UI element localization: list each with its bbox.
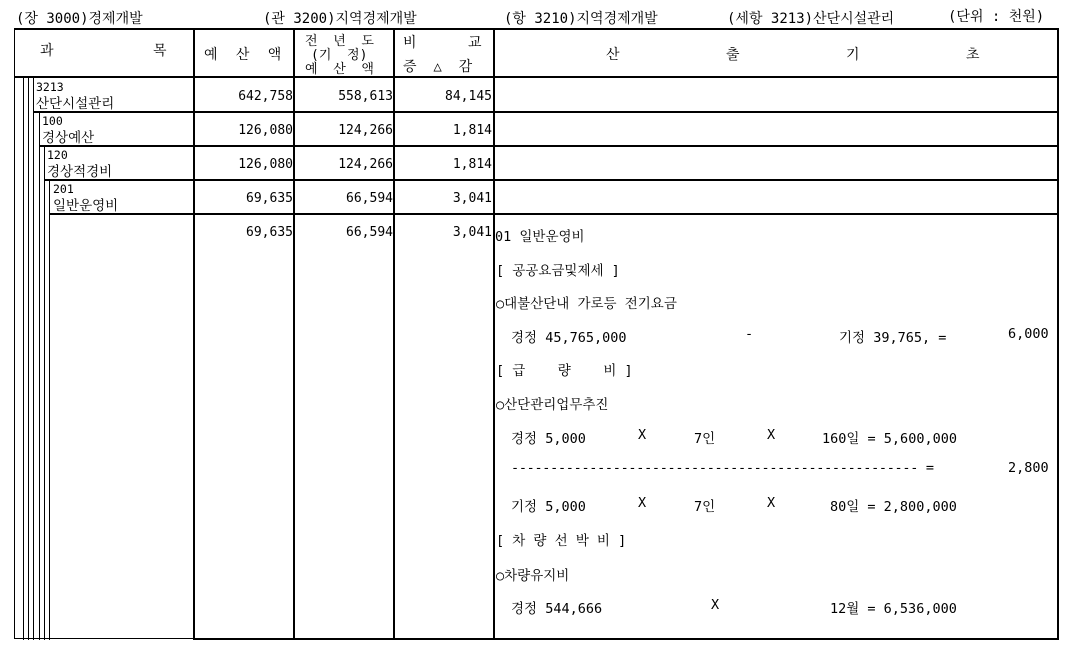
basis-line-4c: 12월 = 6,536,000: [830, 601, 957, 617]
tree-line-2: [28, 78, 29, 640]
row-diff: 1,814: [452, 123, 492, 138]
row-prev: 558,613: [338, 89, 393, 104]
table-header-bottom-border: [14, 76, 1059, 78]
col-header-basis-4: 초: [966, 47, 980, 63]
basis-line-2e: 160일 = 5,600,000: [822, 431, 957, 447]
row-diff: 1,814: [452, 157, 492, 172]
basis-line-2b: X: [638, 427, 647, 443]
basis-section-salary: [ 급 량 비 ]: [496, 363, 633, 379]
basis-line-2d: X: [767, 427, 776, 443]
col-header-subject-b: 목: [153, 43, 167, 59]
col-sep-diff: [393, 28, 395, 640]
basis-line-1a: 경정 45,765,000: [511, 330, 627, 346]
table-top-border: [14, 28, 1059, 30]
col-header-prev-1: 전 년 도: [305, 34, 374, 49]
tree-line-5: [44, 146, 45, 640]
col-header-subject-a: 과: [40, 43, 54, 59]
basis-line-4b: X: [711, 597, 720, 613]
row-sep-1: [33, 111, 1059, 113]
row-name: 산단시설관리: [36, 96, 115, 112]
row-code: 3213: [36, 80, 64, 94]
row-sep-4: [49, 213, 1059, 215]
row-code: 201: [53, 182, 74, 196]
row-budget: 69,635: [246, 191, 293, 206]
basis-sub-vehicle-maintenance: ○차량유지비: [496, 568, 570, 584]
basis-section-utilities: [ 공공요금및제세 ]: [496, 263, 620, 279]
row-budget: 126,080: [238, 123, 293, 138]
col-sep-basis: [493, 28, 495, 640]
tree-line-3: [33, 78, 34, 640]
tree-line-4: [39, 112, 40, 640]
col-header-compare-b: 교: [468, 35, 482, 51]
row-budget: 642,758: [238, 89, 293, 104]
row-prev: 66,594: [346, 191, 393, 206]
col-header-prev-3: 예 산 액: [305, 62, 374, 77]
basis-line-3a: 기정 5,000: [511, 499, 586, 515]
header-jang: (장 3000)경제개발: [16, 11, 143, 27]
basis-line-3c: 7인: [694, 499, 716, 515]
row-diff: 3,041: [452, 225, 492, 240]
col-sep-budget: [193, 28, 195, 640]
basis-dash-value: 2,800: [1008, 460, 1049, 476]
basis-line-1c: 기정 39,765, =: [839, 330, 947, 346]
row-prev: 124,266: [338, 157, 393, 172]
row-budget: 69,635: [246, 225, 293, 240]
col-header-budget: 예 산 액: [204, 47, 282, 63]
tree-line-1: [23, 78, 24, 640]
col-header-compare-a: 비: [403, 35, 417, 51]
basis-sub-management: ○산단관리업무추진: [496, 397, 609, 413]
tree-line-6: [49, 180, 50, 640]
table-right-border: [1057, 28, 1059, 638]
header-sehang: (세항 3213)산단시설관리: [727, 11, 895, 27]
header-unit: (단위 : 천원): [948, 9, 1045, 25]
row-prev: 124,266: [338, 123, 393, 138]
col-header-basis-3: 기: [846, 47, 860, 63]
basis-line-3d: X: [767, 495, 776, 511]
basis-line-1d: 6,000: [1008, 326, 1049, 342]
basis-line-2c: 7인: [694, 431, 716, 447]
row-budget: 126,080: [238, 157, 293, 172]
header-gwan: (관 3200)지역경제개발: [263, 11, 417, 27]
table-bottom-inner: [193, 638, 1059, 640]
row-prev: 66,594: [346, 225, 393, 240]
header-hang: (항 3210)지역경제개발: [504, 11, 658, 27]
row-code: 100: [42, 114, 63, 128]
row-diff: 84,145: [445, 89, 492, 104]
basis-line-3e: 80일 = 2,800,000: [830, 499, 957, 515]
basis-line-3b: X: [638, 495, 647, 511]
col-sep-prev: [293, 28, 295, 640]
basis-item-title: 01 일반운영비: [495, 229, 585, 245]
row-diff: 3,041: [452, 191, 492, 206]
col-header-compare-diff: 증 △ 감: [403, 59, 473, 75]
basis-section-vehicle: [ 차 량 선 박 비 ]: [496, 533, 627, 549]
row-name: 일반운영비: [53, 198, 119, 214]
row-sep-3: [44, 179, 1059, 181]
row-sep-2: [39, 145, 1059, 147]
basis-dash-line: ---------------------------------------------------- =: [511, 460, 934, 476]
basis-line-1b: -: [745, 326, 754, 342]
table-left-border: [14, 28, 15, 638]
row-code: 120: [47, 148, 68, 162]
col-header-basis-1: 산: [606, 47, 620, 63]
col-header-prev-2: (기 정): [311, 48, 368, 63]
basis-line-4a: 경정 544,666: [511, 601, 603, 617]
row-name: 경상예산: [42, 130, 95, 146]
col-header-basis-2: 출: [726, 47, 740, 63]
basis-sub-streetlight: ○대불산단내 가로등 전기요금: [496, 296, 677, 312]
row-name: 경상적경비: [47, 164, 113, 180]
basis-line-2a: 경정 5,000: [511, 431, 586, 447]
